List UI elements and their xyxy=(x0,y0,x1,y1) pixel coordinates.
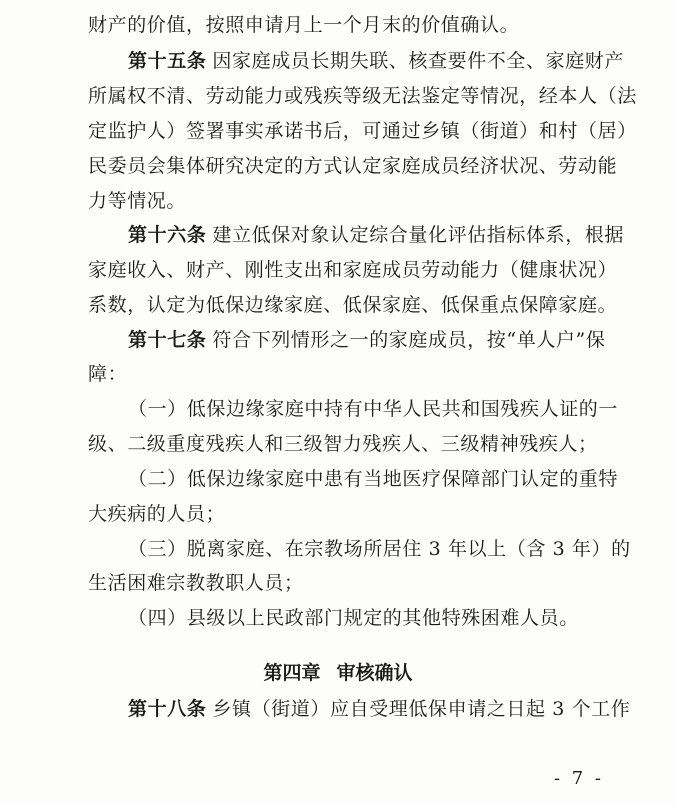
article-17 xyxy=(128,323,606,357)
text-line: 障： xyxy=(88,363,128,385)
text-line: 财产的价值，按照申请月上一个月末的价值确认。 xyxy=(88,14,520,36)
article-18 xyxy=(128,692,631,726)
text-line: 生活困难宗教教职人员； xyxy=(88,572,304,594)
text-line: 力等情况。 xyxy=(88,190,187,212)
text-line: 系数，认定为低保边缘家庭、低保家庭、低保重点保障家庭。 xyxy=(88,294,618,316)
article-16-heading: 第十六条 xyxy=(128,224,207,246)
text-line: 建立低保对象认定综合量化评估指标体系，根据 xyxy=(212,224,625,246)
page-number: - 7 - xyxy=(553,768,604,789)
text-line: 乡镇（街道）应自受理低保申请之日起 3 个工作 xyxy=(212,698,631,720)
list-item: （三）脱离家庭、在宗教场所居住 3 年以上（含 3 年）的 xyxy=(128,538,631,560)
article-17-heading: 第十七条 xyxy=(128,329,207,351)
text-line: 符合下列情形之一的家庭成员，按“单人户”保 xyxy=(212,329,606,351)
text-line: 定监护人）签署事实承诺书后，可通过乡镇（街道）和村（居） xyxy=(88,120,637,142)
list-item: （四）县级以上民政部门规定的其他特殊困难人员。 xyxy=(128,607,579,629)
list-item: （一）低保边缘家庭中持有中华人民共和国残疾人证的一 xyxy=(128,398,619,420)
text-line: 因家庭成员长期失联、核查要件不全、家庭财产 xyxy=(212,50,625,72)
article-18-heading: 第十八条 xyxy=(128,698,207,720)
text-line: 级、二级重度残疾人和三级智力残疾人、三级精神残疾人； xyxy=(88,433,598,455)
article-15-heading: 第十五条 xyxy=(128,50,207,72)
chapter-number: 第四章 xyxy=(263,662,321,684)
chapter-heading xyxy=(0,656,676,690)
text-line: 所属权不清、劳动能力或残疾等级无法鉴定等情况，经本人（法 xyxy=(88,85,637,107)
text-line: 家庭收入、财产、刚性支出和家庭成员劳动能力（健康状况） xyxy=(88,259,618,281)
text-line: 民委员会集体研究决定的方式认定家庭成员经济状况、劳动能 xyxy=(88,155,618,177)
text-line: 大疾病的人员； xyxy=(88,503,226,525)
article-16 xyxy=(128,218,625,252)
list-item: （二）低保边缘家庭中患有当地医疗保障部门认定的重特 xyxy=(128,468,619,490)
article-15 xyxy=(128,44,625,78)
chapter-title: 审核确认 xyxy=(336,662,413,684)
